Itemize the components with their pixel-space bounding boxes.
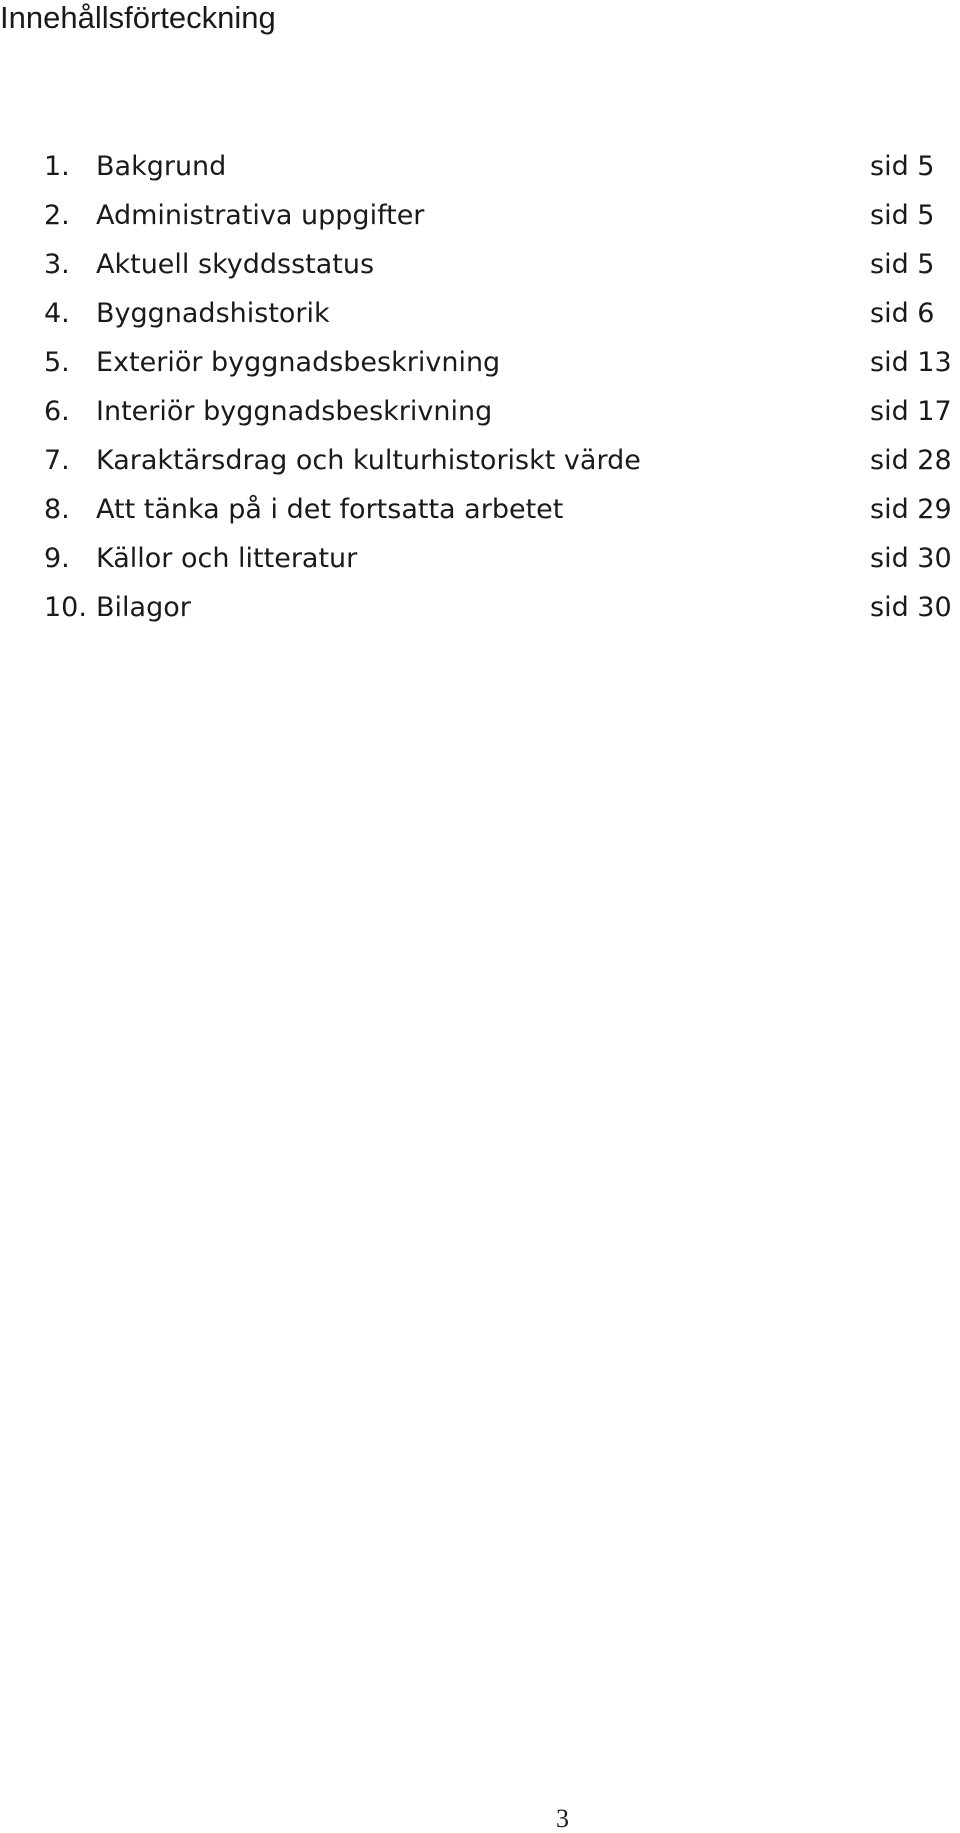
toc-entry (44, 290, 960, 339)
toc-entry-title: Karaktärsdrag och kulturhistoriskt värde (96, 445, 641, 476)
toc-entry-number: 2. (44, 200, 70, 231)
toc-entry-page: sid 6 (870, 298, 935, 329)
toc-entry-page: sid 5 (870, 151, 935, 182)
toc-entry (44, 388, 960, 437)
toc-entry-number: 7. (44, 445, 70, 476)
toc-entry-page: sid 5 (870, 249, 935, 280)
toc-entry-page: sid 28 (870, 445, 952, 476)
toc-entry (44, 535, 960, 584)
toc-entry-page: sid 30 (870, 592, 952, 623)
toc-entry-page: sid 30 (870, 543, 952, 574)
toc-entry-number: 3. (44, 249, 70, 280)
toc-entry-page: sid 5 (870, 200, 935, 231)
toc-entry (44, 339, 960, 388)
toc-entry-page: sid 17 (870, 396, 952, 427)
toc-entry-title: Aktuell skyddsstatus (96, 249, 375, 280)
toc-entry-number: 8. (44, 494, 70, 525)
toc-entry-number: 5. (44, 347, 70, 378)
toc-entry-number: 4. (44, 298, 70, 329)
toc-entry (44, 584, 960, 633)
table-of-contents (44, 143, 960, 633)
toc-entry-number: 6. (44, 396, 70, 427)
toc-entry (44, 192, 960, 241)
toc-entry-number: 9. (44, 543, 70, 574)
toc-entry-page: sid 29 (870, 494, 952, 525)
toc-entry-title: Exteriör byggnadsbeskrivning (96, 347, 501, 378)
toc-entry-title: Bilagor (96, 592, 191, 623)
toc-entry-title: Bakgrund (96, 151, 227, 182)
toc-entry-number: 1. (44, 151, 70, 182)
toc-entry-title: Källor och litteratur (96, 543, 358, 574)
toc-entry-page: sid 13 (870, 347, 952, 378)
toc-entry-title: Administrativa uppgifter (96, 200, 425, 231)
toc-entry (44, 241, 960, 290)
toc-entry-title: Interiör byggnadsbeskrivning (96, 396, 493, 427)
toc-entry (44, 486, 960, 535)
page-title: Innehållsförteckning (0, 0, 276, 35)
toc-entry (44, 437, 960, 486)
toc-entry (44, 143, 960, 192)
page-number: 3 (556, 1804, 569, 1833)
toc-entry-number: 10. (44, 592, 87, 623)
toc-entry-title: Att tänka på i det fortsatta arbetet (96, 494, 564, 525)
toc-entry-title: Byggnadshistorik (96, 298, 330, 329)
